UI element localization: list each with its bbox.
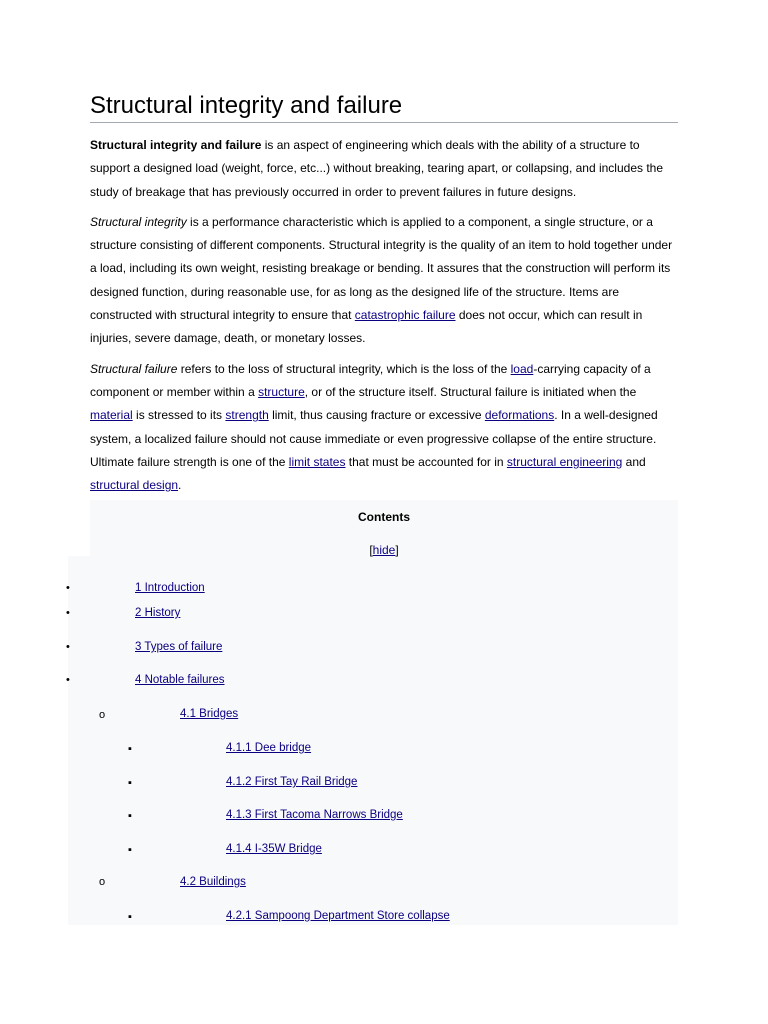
toc-box-extension xyxy=(68,556,90,925)
link-structure[interactable]: structure xyxy=(258,384,305,399)
page-title: Structural integrity and failure xyxy=(90,92,678,123)
link-limit-states[interactable]: limit states xyxy=(288,454,346,469)
toc-item-introduction[interactable]: 1 Introduction xyxy=(135,582,205,594)
toc-bullet: o xyxy=(99,709,106,721)
article-body xyxy=(90,134,680,504)
toc-bullet: • xyxy=(66,607,70,619)
link-material[interactable]: material xyxy=(90,408,133,423)
toc-item-history[interactable]: 2 History xyxy=(135,607,181,619)
link-structural-engineering[interactable]: structural engineering xyxy=(506,454,623,469)
link-catastrophic-failure[interactable]: catastrophic failure xyxy=(354,308,456,323)
text-span: is a performance characteristic which is applied to a component, a single structure, or a structure consisting of different components. Structural integrity is the quality of an item to hold together under a load, including its own weight, resisting breakage or bending. It assures that the construction will perform its designed function, during reasonable use, for as long as the designed life of the structure. Items are constructed with structural integrity to ensure that xyxy=(90,214,673,323)
text-span: that must be accounted for in xyxy=(345,454,507,469)
toc-bullet: ▪ xyxy=(128,777,132,789)
bracket: ] xyxy=(395,543,399,557)
toc-hide-link[interactable]: hide xyxy=(372,543,396,557)
bold-term: Structural integrity and failure xyxy=(90,138,262,152)
toc-bullet: • xyxy=(66,582,70,594)
paragraph-integrity xyxy=(90,211,680,351)
text-span: . xyxy=(178,478,182,493)
toc-bullet: • xyxy=(66,641,70,653)
text-span: limit, thus causing fracture or excessive xyxy=(268,408,485,423)
toc-item-buildings[interactable]: 4.2 Buildings xyxy=(180,876,246,888)
toc-item-sampoong-collapse[interactable]: 4.2.1 Sampoong Department Store collapse xyxy=(226,910,450,922)
paragraph-intro xyxy=(90,134,680,204)
text-span: -carrying capacity of a component or member within a xyxy=(90,361,651,399)
text-span: . In a well-designed system, a localized failure should not cause immediate or even progressive collapse of the entire structure. Ultimate failure strength is one of the xyxy=(90,408,658,469)
text-span: is an aspect of engineering which deals with the ability of a structure to support a designed load (weight, force, etc...) without breaking, tearing apart, or collapsing, and includes the study of breakage that has previously occurred in order to prevent failures in future designs. xyxy=(90,138,664,199)
bracket: [ xyxy=(369,543,373,557)
toc-hide-control xyxy=(90,543,678,557)
paragraph-failure xyxy=(90,358,680,498)
toc-bullet: o xyxy=(99,876,106,888)
link-load[interactable]: load xyxy=(510,361,534,376)
toc-item-types-of-failure[interactable]: 3 Types of failure xyxy=(135,641,223,653)
toc-box xyxy=(90,500,678,925)
text-span: is stressed to its xyxy=(132,408,226,423)
toc-title: Contents xyxy=(358,510,410,524)
toc-bullet: ▪ xyxy=(128,911,132,923)
text-span: , or of the structure itself. Structural failure is initiated when the xyxy=(304,384,637,399)
toc-item-i35w-bridge[interactable]: 4.1.4 I-35W Bridge xyxy=(226,843,322,855)
link-structural-design[interactable]: structural design xyxy=(90,478,179,493)
toc-bullet: ▪ xyxy=(128,743,132,755)
italic-term: Structural failure xyxy=(90,361,178,376)
toc-bullet: ▪ xyxy=(128,810,132,822)
toc-item-notable-failures[interactable]: 4 Notable failures xyxy=(135,674,225,686)
text-span: and xyxy=(622,454,646,469)
toc-item-bridges[interactable]: 4.1 Bridges xyxy=(180,708,239,720)
text-span: refers to the loss of structural integrity, which is the loss of the xyxy=(177,361,511,376)
italic-term: Structural integrity xyxy=(90,214,187,229)
toc-item-dee-bridge[interactable]: 4.1.1 Dee bridge xyxy=(226,742,312,754)
link-deformations[interactable]: deformations xyxy=(484,408,555,423)
toc-bullet: ▪ xyxy=(128,844,132,856)
toc-item-first-tay-rail-bridge[interactable]: 4.1.2 First Tay Rail Bridge xyxy=(226,776,358,788)
link-strength[interactable]: strength xyxy=(225,408,269,423)
toc-item-first-tacoma-narrows-bridge[interactable]: 4.1.3 First Tacoma Narrows Bridge xyxy=(226,809,403,821)
toc-bullet: • xyxy=(66,674,70,686)
text-span: does not occur, which can result in injuries, severe damage, death, or monetary losses. xyxy=(90,308,643,346)
